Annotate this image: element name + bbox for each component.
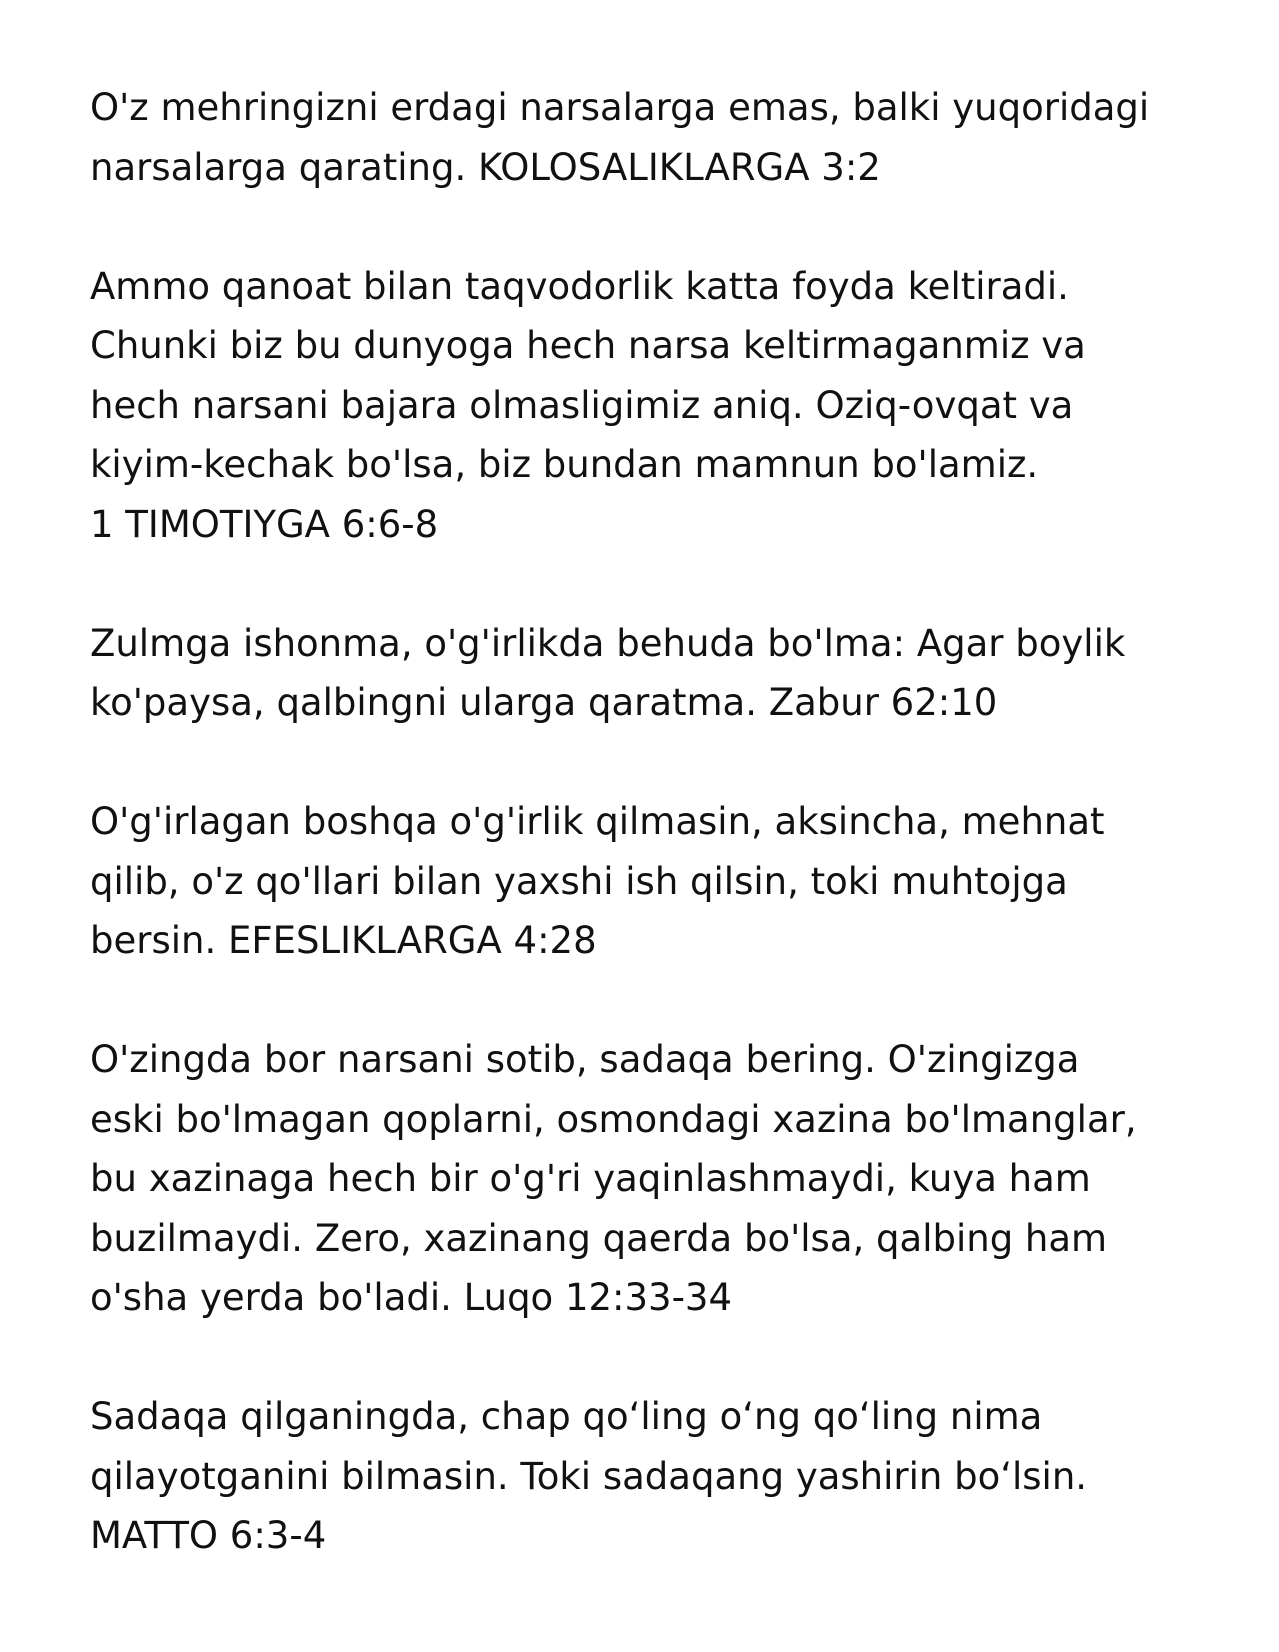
text-line: O'z mehringizni erdagi narsalarga emas, balki yuqoridagi (90, 86, 1150, 129)
text-line: Sadaqa qilganingda, chap qo‘ling o‘ng qo‘ling nima (90, 1395, 1043, 1438)
text-line: bu xazinaga hech bir o'g'ri yaqinlashmaydi, kuya ham (90, 1157, 1091, 1200)
text-line: Ammo qanoat bilan taqvodorlik katta foyda keltiradi. (90, 264, 1069, 308)
text-line: O'zingda bor narsani sotib, sadaqa bering. O'zingizga (90, 1038, 1080, 1081)
text-line: qilib, o'z qo'llari bilan yaxshi ish qilsin, toki muhtojga (90, 859, 1068, 903)
text-line: Chunki biz bu dunyoga hech narsa keltirmaganmiz va (90, 324, 1086, 367)
verse-efesliklarga-4-28 (90, 792, 1210, 971)
verse-luqo-12-33-34 (90, 1030, 1210, 1328)
text-line: o'sha yerda bo'ladi. Luqo 12:33-34 (90, 1276, 733, 1319)
verse-1-timotiyga-6-6-8 (90, 257, 1210, 555)
text-line: O'g'irlagan boshqa o'g'irlik qilmasin, aksincha, mehnat (90, 800, 1105, 843)
text-line: hech narsani bajara olmasligimiz aniq. Oziq-ovqat va (90, 383, 1074, 427)
text-line: eski bo'lmagan qoplarni, osmondagi xazina bo'lmanglar, (90, 1097, 1137, 1141)
text-line: narsalarga qarating. KOLOSALIKLARGA 3:2 (90, 145, 881, 189)
text-line: qilayotganini bilmasin. Toki sadaqang yashirin bo‘lsin. (90, 1454, 1088, 1498)
text-line: buzilmaydi. Zero, xazinang qaerda bo'lsa, qalbing ham (90, 1216, 1108, 1260)
verse-kolosaliklarga-3-2 (90, 78, 1210, 197)
text-line: kiyim-kechak bo'lsa, biz bundan mamnun bo'lamiz. (90, 443, 1039, 486)
text-line: ko'paysa, qalbingni ularga qaratma. Zabur 62:10 (90, 681, 998, 724)
text-line: Zulmga ishonma, o'g'irlikda behuda bo'lma: Agar boylik (90, 621, 1126, 665)
text-line: 1 TIMOTIYGA 6:6-8 (90, 502, 439, 546)
verse-matto-6-3-4 (90, 1387, 1210, 1566)
verse-zabur-62-10 (90, 614, 1210, 733)
text-line: bersin. EFESLIKLARGA 4:28 (90, 919, 597, 962)
document-page (90, 78, 1210, 1566)
text-line: MATTO 6:3-4 (90, 1514, 327, 1557)
